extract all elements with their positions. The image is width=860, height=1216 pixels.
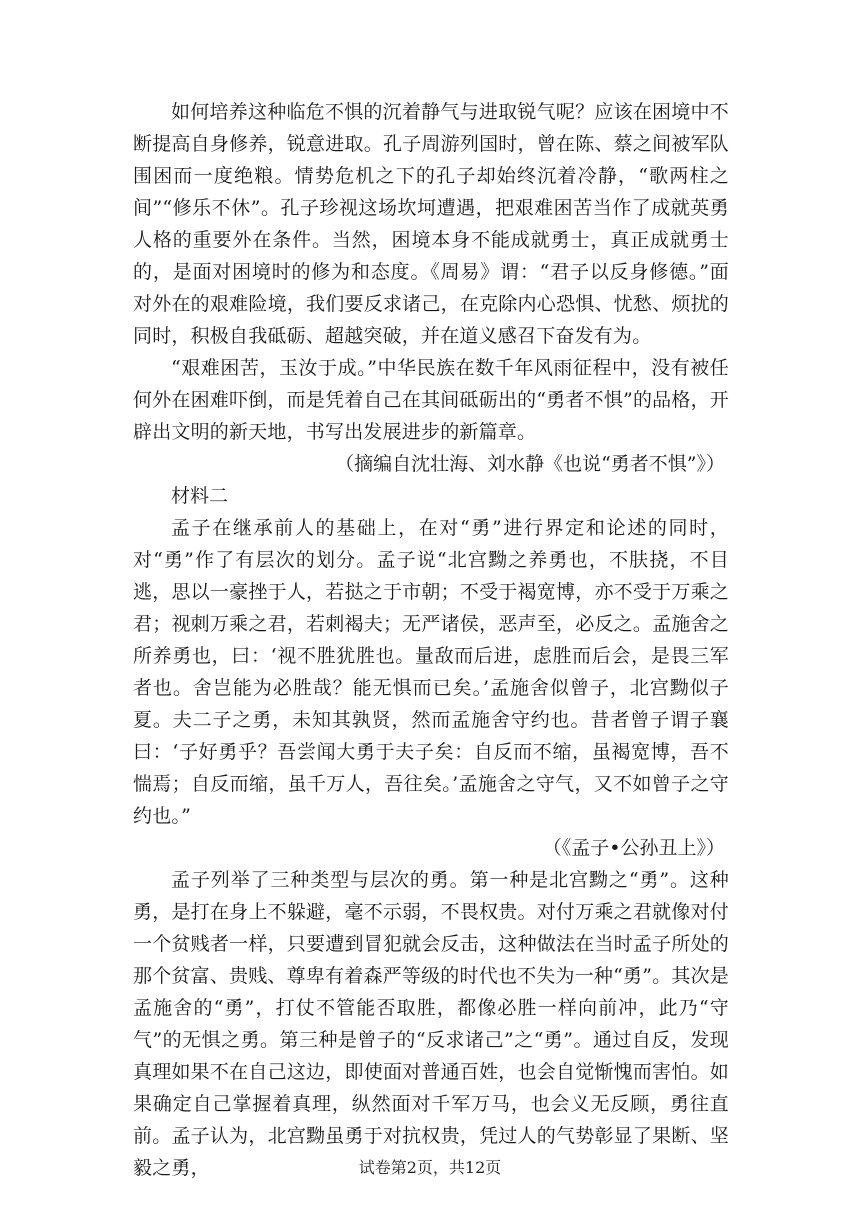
source-citation-1: （摘编自沈壮海、刘水静《也说“勇者不惧”》） bbox=[335, 453, 725, 475]
paragraph-mencius-quote: 孟子在继承前人的基础上，在对“勇”进行界定和论述的同时，对“勇”作了有层次的划分。孟子说“北宫黝之养勇也，不肤挠，不目逃，思以一豪挫于人，若挞之于市朝；不受于褐宽博，亦不受于万乘之君；视刺万乘之君，若刺褐夫；无严诸侯，恶声至，必反之。孟施舍之所养勇也，曰：‘视不胜犹胜也。量敌而后进，虑胜而后会，是畏三军者也。舍岂能为必胜哉？能无惧而已矣。’孟施舍似曾子，北宫黝似子夏。夫二子之勇，未知其孰贤，然而孟施舍守约也。昔者曾子谓子襄曰：‘子好勇乎？吾尝闻大勇于夫子矣：自反而不缩，虽褐宽博，吾不惴焉；自反而缩，虽千万人，吾往矣。’孟施舍之守气，又不如曾子之守约也。” bbox=[133, 517, 729, 827]
page-footer: 试卷第2页，共12页 bbox=[358, 1158, 502, 1177]
paragraph-cultivation: 如何培养这种临危不惧的沉着静气与进取锐气呢？应该在困境中不断提高自身修养，锐意进取。孔子周游列国时，曾在陈、蔡之间被军队围困而一度绝粮。情势危机之下的孔子却始终沉着冷静，“歌两柱之间”“修乐不休”。孔子珍视这场坎坷遭遇，把艰难困苦当作了成就英勇人格的重要外在条件。当然，困境本身不能成就勇士，真正成就勇士的，是面对困境时的修为和态度。《周易》谓：“君子以反身修德。”面对外在的艰难险境，我们要反求诸己，在克除内心恐惧、忧愁、烦扰的同时，积极自我砥砺、超越突破，并在道义感召下奋发有为。 bbox=[133, 101, 729, 347]
source-citation-2: （《孟子•公孙丑上》） bbox=[542, 837, 725, 859]
material-two-heading: 材料二 bbox=[171, 485, 229, 507]
document-body bbox=[133, 96, 729, 1184]
paragraph-hardship: “艰难困苦，玉汝于成。”中华民族在数千年风雨征程中，没有被任何外在困难吓倒，而是凭着自己在其间砥砺出的“勇者不惧”的品格，开辟出文明的新天地，书写出发展进步的新篇章。 bbox=[133, 357, 729, 443]
paragraph-three-types: 孟子列举了三种类型与层次的勇。第一种是北宫黝之“勇”。这种勇，是打在身上不躲避，毫不示弱，不畏权贵。对付万乘之君就像对付一个贫贱者一样，只要遭到冒犯就会反击，这种做法在当时孟子所处的那个贫富、贵贱、尊卑有着森严等级的时代也不失为一种“勇”。其次是孟施舍的“勇”，打仗不管能否取胜，都像必胜一样向前冲，此乃“守气”的无惧之勇。第三种是曾子的“反求诸己”之“勇”。通过自反，发现真理如果不在自己这边，即使面对普通百姓，也会自觉惭愧而害怕。如果确定自己掌握着真理，纵然面对千军万马，也会义无反顾，勇往直前。孟子认为，北宫黝虽勇于对抗权贵，凭过人的气势彰显了果断、坚毅之勇， bbox=[133, 869, 729, 1179]
